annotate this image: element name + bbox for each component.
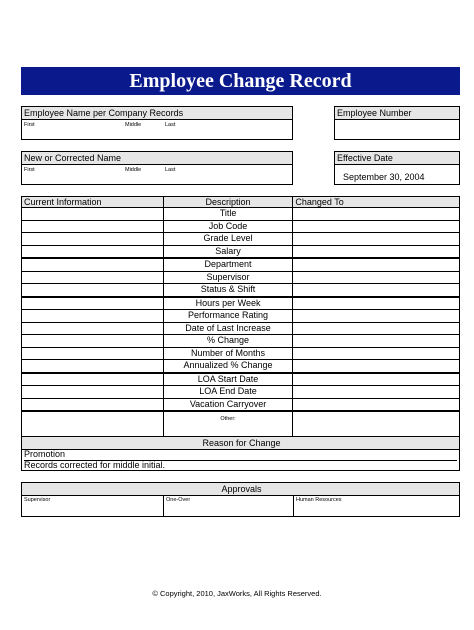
description-cell: Department [163, 258, 293, 271]
current-info-cell[interactable] [22, 208, 164, 221]
table-row [22, 347, 460, 360]
table-row-other [22, 411, 460, 437]
description-cell: Performance Rating [163, 310, 293, 323]
description-cell: Title [163, 208, 293, 221]
current-info-cell[interactable] [22, 233, 164, 246]
company-name-section [21, 106, 293, 140]
description-cell: Job Code [163, 220, 293, 233]
company-middle-label: Middle [125, 122, 142, 128]
one-over-label: One-Over [166, 497, 191, 503]
table-row [22, 245, 460, 258]
current-info-cell[interactable] [22, 322, 164, 335]
description-cell: Hours per Week [163, 297, 293, 310]
company-name-header: Employee Name per Company Records [22, 107, 292, 120]
changed-to-cell[interactable] [293, 398, 460, 411]
current-info-cell[interactable] [22, 220, 164, 233]
table-row [22, 220, 460, 233]
description-cell: Grade Level [163, 233, 293, 246]
reason-line-1[interactable]: Promotion [24, 449, 457, 461]
changed-to-cell[interactable] [293, 373, 460, 386]
approvals-divider-2 [293, 495, 294, 516]
current-info-cell[interactable] [22, 386, 164, 399]
changed-to-cell[interactable] [293, 271, 460, 284]
table-row [22, 360, 460, 373]
table-row [22, 297, 460, 310]
changed-to-cell[interactable] [293, 220, 460, 233]
table-row [22, 335, 460, 348]
description-header: Description [163, 197, 293, 208]
employee-number-section [334, 106, 460, 140]
approvals-divider-1 [163, 495, 164, 516]
current-info-cell[interactable] [22, 411, 164, 437]
table-header-row [22, 197, 460, 208]
copyright-footer: © Copyright, 2010, JaxWorks, All Rights Reserved. [152, 589, 322, 598]
changed-to-cell[interactable] [293, 208, 460, 221]
table-row [22, 386, 460, 399]
description-cell: Status & Shift [163, 284, 293, 297]
table-row [22, 310, 460, 323]
changed-to-cell[interactable] [293, 360, 460, 373]
supervisor-label: Supervisor [24, 497, 51, 503]
approvals-header: Approvals [22, 483, 459, 496]
change-table [21, 196, 460, 450]
table-row [22, 208, 460, 221]
description-cell: LOA Start Date [163, 373, 293, 386]
reason-section [21, 436, 460, 471]
new-first-label: First [24, 167, 35, 173]
table-row [22, 233, 460, 246]
employee-number-header: Employee Number [335, 107, 459, 120]
current-info-cell[interactable] [22, 284, 164, 297]
effective-date-header: Effective Date [335, 152, 459, 165]
description-cell: Annualized % Change [163, 360, 293, 373]
description-cell: Vacation Carryover [163, 398, 293, 411]
other-label: Other: [163, 411, 293, 437]
table-row [22, 271, 460, 284]
current-info-header: Current Information [22, 197, 164, 208]
approvals-section [21, 482, 460, 517]
current-info-cell[interactable] [22, 335, 164, 348]
current-info-cell[interactable] [22, 360, 164, 373]
changed-to-cell[interactable] [293, 347, 460, 360]
current-info-cell[interactable] [22, 310, 164, 323]
table-row [22, 322, 460, 335]
changed-to-cell[interactable] [293, 258, 460, 271]
current-info-cell[interactable] [22, 297, 164, 310]
changed-to-cell[interactable] [293, 245, 460, 258]
new-middle-label: Middle [125, 167, 142, 173]
changed-to-cell[interactable] [293, 310, 460, 323]
table-row [22, 373, 460, 386]
table-row [22, 284, 460, 297]
changed-to-cell[interactable] [293, 335, 460, 348]
current-info-cell[interactable] [22, 373, 164, 386]
description-cell: % Change [163, 335, 293, 348]
new-name-header: New or Corrected Name [22, 152, 292, 165]
reason-header: Reason for Change [22, 437, 459, 450]
description-cell: Supervisor [163, 271, 293, 284]
changed-to-cell[interactable] [293, 284, 460, 297]
description-cell: Number of Months [163, 347, 293, 360]
changed-to-header: Changed To [293, 197, 460, 208]
current-info-cell[interactable] [22, 258, 164, 271]
description-cell: Salary [163, 245, 293, 258]
description-cell: LOA End Date [163, 386, 293, 399]
current-info-cell[interactable] [22, 271, 164, 284]
new-name-section [21, 151, 293, 185]
new-last-label: Last [165, 167, 176, 173]
description-cell: Date of Last Increase [163, 322, 293, 335]
table-row [22, 398, 460, 411]
changed-to-cell[interactable] [293, 233, 460, 246]
changed-to-cell[interactable] [293, 297, 460, 310]
effective-date-section [334, 151, 460, 185]
current-info-cell[interactable] [22, 245, 164, 258]
table-row [22, 258, 460, 271]
changed-to-cell[interactable] [293, 411, 460, 437]
changed-to-cell[interactable] [293, 386, 460, 399]
company-last-label: Last [165, 122, 176, 128]
current-info-cell[interactable] [22, 347, 164, 360]
hr-label: Human Resources [296, 497, 342, 503]
current-info-cell[interactable] [22, 398, 164, 411]
page-title: Employee Change Record [21, 67, 460, 95]
effective-date-value[interactable]: September 30, 2004 [343, 172, 425, 182]
company-first-label: First [24, 122, 35, 128]
changed-to-cell[interactable] [293, 322, 460, 335]
reason-line-2[interactable]: Records corrected for middle initial. [24, 460, 166, 470]
